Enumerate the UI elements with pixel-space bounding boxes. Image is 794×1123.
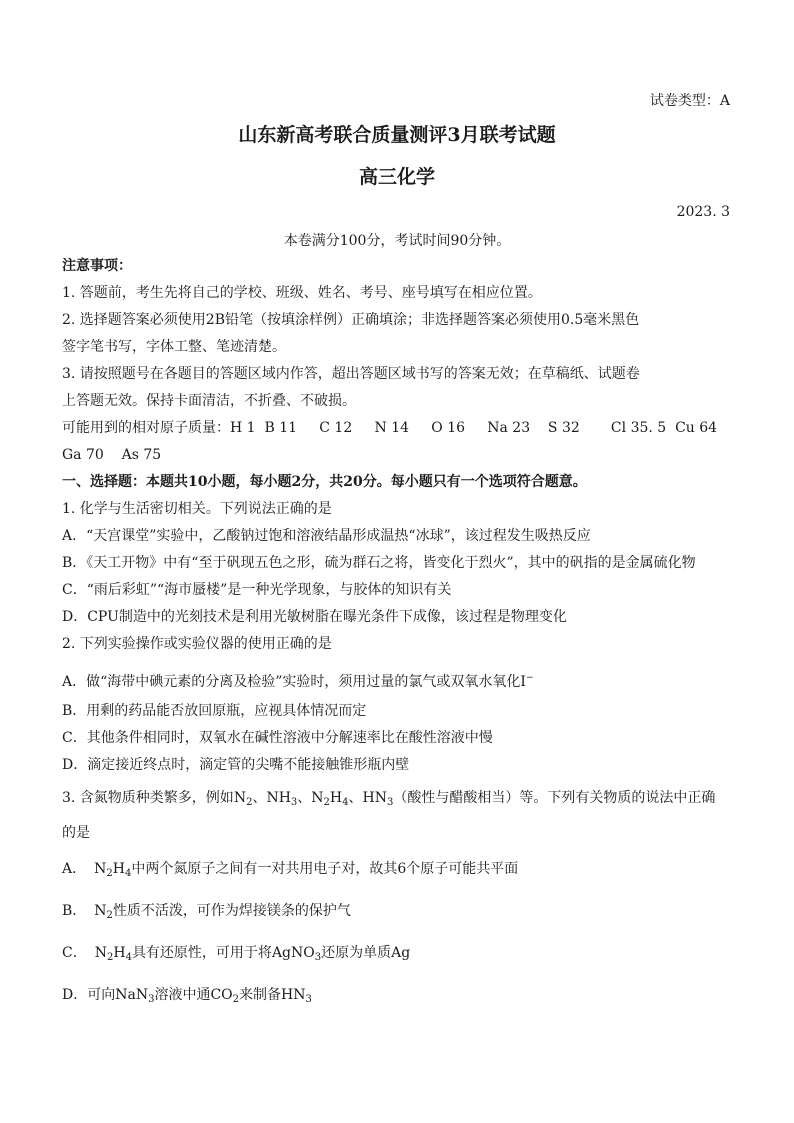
formula-co: CO [210, 987, 233, 1003]
subscript: 2 [106, 952, 114, 963]
separator: 、 [297, 790, 312, 806]
formula-n: N [94, 945, 107, 961]
option-text: 溶液中通 [154, 987, 211, 1003]
option-text: 中两个氮原子之间有一对共用电子对，故其6个原子可能共平面 [131, 861, 519, 877]
note-item: 3. 请按照题号在各题目的答题区域内作答，超出答题区域书写的答案无效；在草稿纸、试题卷 [62, 366, 640, 382]
q2-option-a-text: A．做“海带中碘元素的分离及检验”实验时，须用过量的氯气或双氧水氧化I [62, 674, 526, 690]
formula-n: N [94, 903, 107, 919]
subscript: 3 [305, 994, 312, 1005]
exam-subject: 高三化学 [358, 166, 435, 188]
subscript: 4 [124, 868, 132, 879]
q1-option-c: C．“雨后彩虹”“海市蜃楼”是一种光学现象，与胶体的知识有关 [62, 582, 452, 598]
subscript: 2 [106, 910, 113, 921]
q1-option-b: B．《天工开物》中有“至于矾现五色之形，硫为群石之将，皆变化于烈火”，其中的矾指的是金属硫化物 [62, 555, 696, 571]
formula-n: N [311, 790, 324, 806]
subscript: 2 [323, 797, 330, 808]
q2-option-d: D．滴定接近终点时，滴定管的尖嘴不能接触锥形瓶内壁 [62, 757, 410, 773]
q1-option-a: A．“天宫课堂”实验中，乙酸钠过饱和溶液结晶形成温热“冰球”，该过程发生吸热反应 [62, 528, 591, 544]
atomic-masses-line: Ga 70 As 75 [62, 447, 162, 463]
option-label: A． [62, 861, 87, 877]
q2-option-a [62, 668, 534, 692]
note-item: 1. 答题前，考生先将自己的学校、班级、姓名、考号、座号填写在相应位置。 [62, 285, 542, 301]
option-text: 还原为单质Ag [321, 945, 411, 961]
subscript: 3 [314, 952, 322, 963]
q2-option-c: C．其他条件相同时，双氧水在碱性溶液中分解速率比在酸性溶液中慢 [62, 730, 493, 746]
q3-stem [62, 788, 715, 813]
subscript: 3 [148, 994, 155, 1005]
subscript: 3 [290, 797, 298, 808]
formula-nan: NaN [115, 987, 149, 1003]
option-text: 来制备 [239, 987, 282, 1003]
option-label: C． [62, 945, 87, 961]
q3-option-b [62, 901, 351, 926]
exam-title: 山东新高考联合质量测评3月联考试题 [238, 124, 556, 146]
q3-option-c [62, 943, 410, 968]
note-item: 签字笔书写，字体工整、笔迹清楚。 [62, 339, 286, 355]
subscript: 2 [106, 868, 113, 879]
q3-option-a [62, 859, 518, 884]
option-text: 具有还原性，可用于将 [131, 945, 272, 961]
formula-h: H [112, 861, 125, 877]
q3-option-d [62, 985, 312, 1010]
exam-date: 2023. 3 [676, 204, 730, 220]
formula-hn: HN [281, 987, 306, 1003]
notes-heading: 注意事项： [62, 258, 132, 274]
formula-agno: AgNO [271, 945, 315, 961]
q2-stem: 2. 下列实验操作或实验仪器的使用正确的是 [62, 636, 332, 652]
subscript: 4 [342, 797, 349, 808]
q2-option-b: B．用剩的药品能否放回原瓶，应视具体情况而定 [62, 703, 367, 719]
section-heading: 一、选择题：本题共10小题，每小题2分，共20分。每小题只有一个选项符合题意。 [62, 474, 587, 490]
option-label: B． [62, 903, 87, 919]
subscript: 4 [125, 952, 132, 963]
formula-n: N [94, 861, 107, 877]
atomic-masses-line: 可能用到的相对原子质量：H 1 B 11 C 12 N 14 O 16 Na 23 S 32 Cl 35. 5 Cu 64 [62, 420, 718, 436]
q3-stem-line2: 的是 [62, 825, 90, 841]
formula-h: H [329, 790, 343, 806]
option-text: 性质不活泼，可作为焊接镁条的保护气 [112, 903, 351, 919]
q3-stem-pre: 3. 含氮物质种类繁多，例如 [62, 790, 234, 806]
q3-stem-post: （酸性与醋酸相当）等。下列有关物质的说法中正确 [393, 790, 716, 806]
superscript: − [525, 673, 534, 683]
paper-type-label: 试卷类型：A [649, 93, 730, 109]
q1-stem: 1. 化学与生活密切相关。下列说法正确的是 [62, 501, 332, 517]
subscript: 2 [232, 994, 240, 1005]
subscript: 3 [386, 797, 394, 808]
formula-n: N [233, 790, 247, 806]
subscript: 2 [246, 797, 253, 808]
formula-nh: NH [266, 790, 291, 806]
separator: 、 [252, 790, 267, 806]
separator: 、 [348, 790, 363, 806]
note-item: 2. 选择题答案必须使用2B铅笔（按填涂样例）正确填涂；非选择题答案必须使用0.5毫米黑色 [62, 312, 640, 328]
q1-option-d: D．CPU制造中的光刻技术是利用光敏树脂在曝光条件下成像，该过程是物理变化 [62, 609, 567, 625]
option-text: D．可向 [62, 987, 116, 1003]
note-item: 上答题无效。保持卡面清洁，不折叠、不破损。 [62, 393, 356, 409]
formula-hn: HN [362, 790, 387, 806]
formula-h: H [113, 945, 126, 961]
exam-intro: 本卷满分100分，考试时间90分钟。 [283, 233, 511, 249]
